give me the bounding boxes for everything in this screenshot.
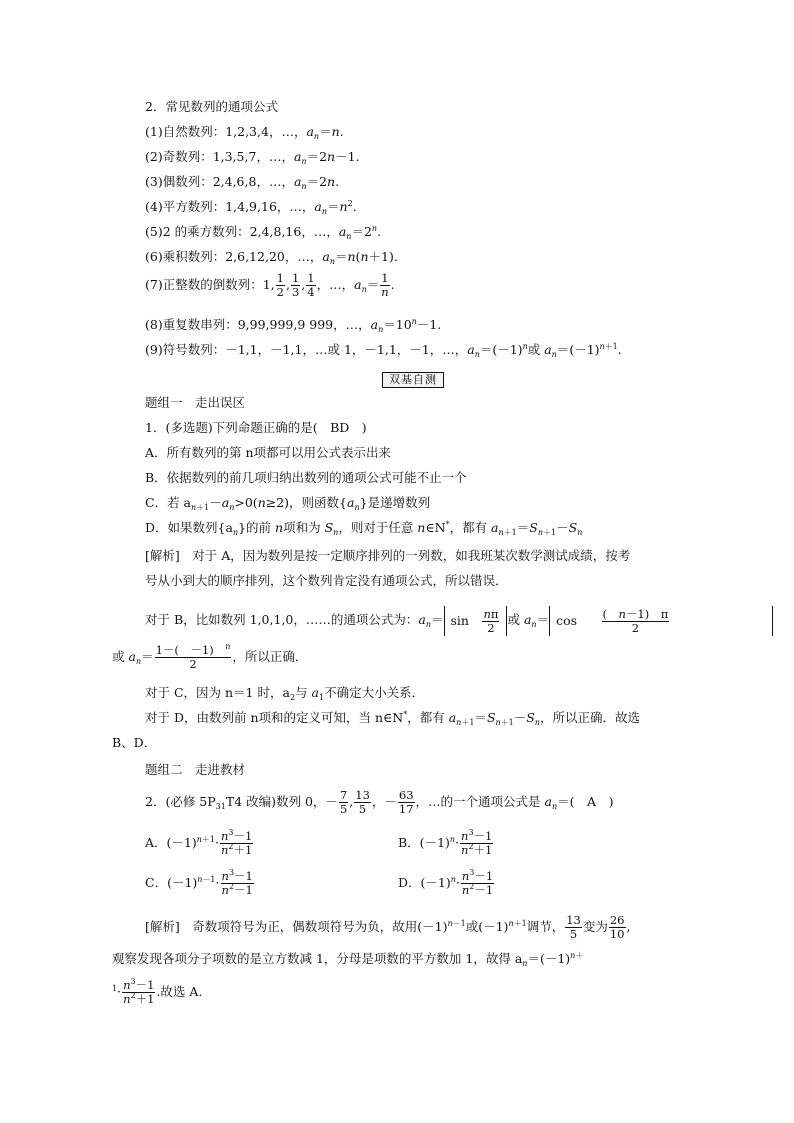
list-item: (2)奇数列：1,3,5,7，…，$a_n=2n-1$.	[145, 149, 360, 166]
list-item: (5)2 的乘方数列：2,4,8,16，…，$a_n=2^n$.	[145, 224, 382, 241]
question-stem: 1．(多选题)下列命题正确的是( BD )	[145, 420, 367, 435]
group-title: 题组二 走进教材	[145, 762, 246, 777]
analysis-line: 观察发现各项分子项数的是立方数减 1，分母是项数的平方数加 1，故得 $a_n=(-1)^{n+}$	[112, 951, 584, 968]
analysis-line: [解析] 对于 A，因为数列是按一定顺序排列的一列数，如我班某次数学测试成绩，按考	[145, 548, 631, 563]
analysis-line: 号从小到大的顺序排列，这个数列肯定没有通项公式，所以错误．	[145, 573, 508, 588]
analysis-line: [解析] 奇数项符号为正，偶数项符号为负，故用$(-1)^{n-1}$或$(-1)^{n+1}$调节， $\frac{13}{5}$ 变为 $\frac{26}{10}$ ,	[145, 913, 631, 941]
analysis-d2: B、D．	[112, 735, 157, 750]
analysis-line: $^1$· $\frac{n^3-1}{n^2+1}$ .故选 A.	[112, 977, 203, 1006]
list-item: (8)重复数串列：9,99,999,9 999，…，$a_n=10^n-1$.	[145, 317, 442, 334]
option-d: D．如果数列$\{a_n\}$的前 n项和为 $S_n$，则对于任意 n∈N*，都有 $a_{n+1}=S_{n+1}-S_n$	[145, 520, 583, 537]
section-badge: 双基自测	[382, 372, 444, 388]
option-b: B．依据数列的前几项归纳出数列的通项公式可能不止一个	[145, 470, 467, 485]
option-c: C．若 $a_{n+1}-a_n>0(n\ge 2)$，则函数$\{a_n\}$是递增数列	[145, 495, 431, 512]
analysis-d: 对于 D，由数列前 n项和的定义可知，当 n∈N*，都有 $a_{n+1}=S_{n+1}-S_n$，所以正确．故选	[145, 710, 641, 727]
analysis-b: 对于 B，比如数列 1,0,1,0，……的通项公式为：$a_n= \sin$ $\frac{n\pi}{2}$ 或 $a_n= \cos$ $\frac{( n-1) \pi}{2}$	[145, 605, 773, 636]
list-item: (4)平方数列：1,4,9,16，…，$a_n=n^2$.	[145, 199, 357, 216]
list-item: (3)偶数列：2,4,6,8，…，$a_n=2n$.	[145, 174, 340, 191]
list-item: (6)乘积数列：2,6,12,20，…，$a_n=n(n+1)$.	[145, 249, 398, 266]
list-item: (7)正整数的倒数列：1, $\frac{1}{2}$ , $\frac{1}{3}$ , $\frac{1}{4}$ ，…，$a_n=$ $\frac{1}{n}$ .	[145, 271, 395, 299]
list-item: (9)符号数列：－1,1，－1,1，…或 1，－1,1，－1，…，$a_n=(-1)^n$或 $a_n=(-1)^{n+1}$.	[145, 342, 622, 359]
option-a: A．所有数列的第 n项都可以用公式表示出来	[145, 445, 392, 460]
option-b: B．$(-1)^n\cdot$ $\frac{n^3-1}{n^2+1}$	[398, 828, 493, 857]
section-heading: 2．常见数列的通项公式	[145, 99, 278, 114]
option-a: A．$(-1)^{n+1}\cdot$ $\frac{n^3-1}{n^2+1}$	[145, 828, 253, 857]
option-c: C．$(-1)^{n-1}\cdot$ $\frac{n^3-1}{n^2-1}$	[145, 868, 253, 897]
question-stem: 2．(必修 $5P_{31}T4$ 改编)数列 0，－ $\frac{7}{5}$ , $\frac{13}{5}$ ，－ $\frac{63}{17}$ ，…的一个通项公式是 $a_n=$( A )	[145, 788, 614, 816]
list-item: (1)自然数列：1,2,3,4，…，$a_n=n$.	[145, 124, 344, 141]
option-d: D．$(-1)^n\cdot$ $\frac{n^3-1}{n^2-1}$	[398, 868, 494, 897]
group-title: 题组一 走出误区	[145, 395, 246, 410]
analysis-c: 对于 C，因为 n＝1 时，$a_2$与 $a_1$不确定大小关系．	[145, 685, 425, 702]
analysis-b2: 或 $a_n=$ $\frac{1-( -1) ^n}{2}$ ，所以正确．	[112, 642, 308, 671]
